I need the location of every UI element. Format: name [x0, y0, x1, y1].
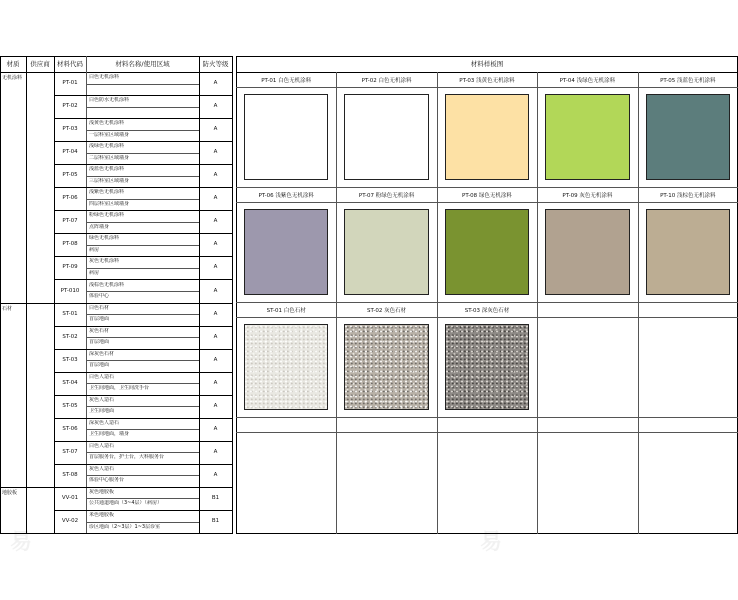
sample-label: ST-02 灰色石材 — [367, 308, 407, 314]
sample-label: PT-03 浅黄色无机涂料 — [459, 78, 515, 84]
sample-label: PT-04 浅绿色无机涂料 — [559, 78, 616, 84]
row-divider — [54, 141, 233, 142]
material-area: 卫生间地面 — [89, 408, 115, 415]
material-code: ST-05 — [62, 402, 78, 409]
material-name: 白色人造石 — [89, 442, 115, 449]
swatch-pt-08 — [445, 209, 529, 295]
row-subdivider — [86, 314, 199, 315]
header-name: 材料名称/使用区域 — [115, 60, 170, 68]
swatch-st-02 — [344, 324, 428, 410]
fire-rating: A — [213, 425, 218, 432]
sample-label: PT-10 浅棕色无机涂料 — [660, 193, 716, 199]
material-area: 首层地面 — [89, 316, 110, 322]
fire-rating: A — [213, 149, 218, 156]
fire-rating: A — [213, 126, 218, 133]
material-code: PT-08 — [62, 241, 78, 248]
row-divider — [54, 487, 233, 488]
swatch-pt-07 — [344, 209, 428, 295]
row-divider — [54, 303, 233, 304]
row-subdivider — [86, 452, 199, 453]
material-name: 白色无机涂料 — [89, 74, 120, 80]
row-subdivider — [86, 199, 199, 200]
swatch-pt-04 — [545, 94, 629, 180]
row-divider — [54, 118, 233, 119]
row-divider — [54, 256, 233, 257]
material-code: ST-06 — [62, 425, 78, 432]
sample-label: PT-09 灰色无机涂料 — [562, 193, 613, 199]
material-name: 灰色人造石 — [89, 465, 115, 472]
fire-rating: A — [213, 333, 218, 340]
swatch-pt-09 — [545, 209, 629, 295]
grid-row-line — [236, 202, 738, 203]
fire-rating: A — [213, 402, 218, 409]
fire-rating: B1 — [211, 494, 220, 501]
row-subdivider — [86, 291, 199, 292]
material-code: ST-08 — [62, 471, 78, 478]
material-code: PT-07 — [62, 218, 78, 225]
row-divider — [54, 464, 233, 465]
row-subdivider — [86, 107, 199, 108]
material-code: PT-010 — [60, 287, 80, 294]
material-area: 公共通道地面（3~4层）（病房） — [89, 500, 163, 507]
material-area: 二层科室区域墙身 — [89, 154, 130, 161]
row-subdivider — [86, 406, 199, 407]
fire-rating: A — [213, 172, 218, 179]
fire-rating: A — [213, 471, 218, 478]
header-supplier: 供应商 — [30, 60, 50, 68]
row-divider — [54, 187, 233, 188]
material-name: 浅棕色无机涂料 — [89, 281, 125, 288]
material-name: 浅绿色无机涂料 — [89, 143, 125, 150]
material-code: ST-02 — [62, 333, 78, 340]
material-name: 白色人造石 — [89, 373, 115, 380]
row-divider — [54, 441, 233, 442]
row-subdivider — [86, 222, 199, 223]
grid-row-line — [236, 302, 738, 303]
category-inorganic-paint: 无机涂料 — [2, 75, 23, 81]
material-name: 白色石材 — [89, 304, 110, 311]
sample-label: PT-01 白色无机涂料 — [261, 78, 312, 84]
sample-label: PT-07 粉绿色无机涂料 — [358, 193, 415, 199]
sample-label: PT-05 浅蓝色无机涂料 — [660, 78, 716, 84]
material-area: 体验中心 — [89, 293, 110, 299]
material-code: PT-02 — [62, 103, 78, 109]
header-code: 材料代码 — [57, 60, 83, 68]
material-code: ST-04 — [62, 379, 78, 386]
material-area: 病房 — [89, 269, 100, 276]
swatch-pt-10 — [646, 209, 730, 295]
material-code: PT-05 — [62, 172, 78, 179]
fire-rating: A — [213, 264, 218, 271]
row-divider — [54, 349, 233, 350]
row-subdivider — [86, 522, 199, 523]
material-code: VV-02 — [61, 518, 79, 524]
fire-rating: A — [213, 310, 218, 317]
grid-row-line — [236, 87, 738, 88]
row-divider — [54, 372, 233, 373]
row-subdivider — [86, 153, 199, 154]
row-divider — [54, 533, 233, 534]
material-name: 白色防水无机涂料 — [89, 97, 130, 103]
row-subdivider — [86, 268, 199, 269]
row-divider — [54, 233, 233, 234]
grid-column-line — [537, 72, 538, 534]
fire-rating: A — [213, 241, 218, 248]
material-code: ST-07 — [62, 448, 78, 455]
material-name: 绿色无机涂料 — [89, 235, 120, 242]
row-divider — [54, 510, 233, 511]
material-area: 首层地面 — [89, 339, 110, 346]
material-area: 一层科室区域墙身 — [89, 131, 130, 138]
sample-label: ST-03 深灰色石材 — [464, 308, 510, 314]
row-subdivider — [86, 130, 199, 131]
material-area: 卫生间地面，墙身 — [89, 431, 130, 438]
swatch-pt-03 — [445, 94, 529, 180]
material-name: 深灰色石材 — [89, 350, 115, 357]
material-name: 浅紫色无机涂料 — [89, 189, 125, 196]
material-code: ST-01 — [62, 310, 78, 317]
sample-label: PT-06 浅紫色无机涂料 — [258, 193, 314, 199]
category-stone: 石材 — [2, 306, 13, 312]
fire-rating: A — [213, 287, 218, 294]
row-subdivider — [86, 429, 199, 430]
material-name: 灰色无机涂料 — [89, 258, 120, 265]
fire-rating: A — [213, 195, 218, 202]
material-name: 灰色石材 — [89, 327, 110, 334]
material-code: PT-03 — [62, 126, 78, 133]
row-subdivider — [86, 475, 199, 476]
sample-label: PT-08 绿色无机涂料 — [462, 193, 512, 199]
material-code: PT-04 — [62, 149, 78, 156]
material-area: 病房 — [89, 246, 100, 253]
row-subdivider — [86, 360, 199, 361]
sample-label: ST-01 白色石材 — [266, 308, 306, 314]
row-subdivider — [86, 498, 199, 499]
fire-rating: A — [213, 103, 218, 109]
header-material: 材质 — [6, 60, 20, 68]
material-name: 浅黄色无机涂料 — [89, 120, 125, 127]
grid-column-line — [437, 72, 438, 534]
fire-rating: B1 — [211, 518, 220, 524]
row-subdivider — [86, 383, 199, 384]
row-subdivider — [86, 176, 199, 177]
material-area: 首层服务台，护士台，大科服务台 — [89, 454, 165, 461]
fire-rating: A — [213, 448, 218, 455]
material-name: 深灰色人造石 — [89, 419, 120, 426]
row-divider — [54, 95, 233, 96]
row-subdivider — [86, 337, 199, 338]
sample-label: PT-02 白色无机涂料 — [361, 78, 412, 84]
grid-row-line — [236, 417, 738, 418]
material-area: 四层科室区域墙身 — [89, 200, 130, 207]
material-name: 浅蓝色无机涂料 — [89, 166, 125, 173]
row-divider — [54, 395, 233, 396]
swatch-pt-01 — [244, 94, 328, 180]
sample-board-title: 材料样板图 — [470, 60, 504, 68]
material-area: 点阵墙身 — [89, 223, 110, 230]
swatch-pt-05 — [646, 94, 730, 180]
row-divider — [54, 279, 233, 280]
material-area: 诊区地面（2~3层）1~3层诊室 — [89, 523, 161, 530]
fire-rating: A — [213, 356, 218, 363]
grid-row-line — [236, 317, 738, 318]
row-divider — [54, 164, 233, 165]
material-name: 灰色地胶板 — [89, 488, 115, 495]
material-code: PT-01 — [62, 80, 78, 86]
swatch-st-03 — [445, 324, 529, 410]
grid-column-line — [638, 72, 639, 534]
swatch-pt-02 — [344, 94, 428, 180]
fire-rating: A — [213, 80, 218, 86]
row-subdivider — [86, 245, 199, 246]
material-area: 体验中心服务台 — [89, 477, 125, 484]
material-area: 卫生间地面，卫生间洗手台 — [89, 385, 150, 392]
material-name: 米色地胶板 — [89, 511, 115, 518]
header-fire: 防火等级 — [202, 60, 229, 68]
watermark: 易 — [480, 530, 503, 555]
material-name: 灰色人造石 — [89, 396, 115, 403]
row-divider — [54, 326, 233, 327]
row-divider — [54, 210, 233, 211]
material-code: PT-09 — [62, 264, 78, 271]
swatch-pt-06 — [244, 209, 328, 295]
material-area: 首层地面 — [89, 362, 110, 369]
grid-column-line — [336, 72, 337, 534]
material-area: 三层科室区域墙身 — [89, 177, 130, 184]
material-code: VV-01 — [61, 494, 79, 501]
category-vinyl-floor: 地胶板 — [2, 490, 18, 496]
watermark: 易 — [10, 530, 33, 555]
fire-rating: A — [213, 218, 218, 225]
material-name: 粉绿色无机涂料 — [89, 212, 125, 219]
fire-rating: A — [213, 379, 218, 386]
swatch-st-01 — [244, 324, 328, 410]
row-divider — [54, 418, 233, 419]
row-subdivider — [86, 84, 199, 85]
material-code: PT-06 — [62, 195, 78, 202]
grid-row-line — [236, 187, 738, 188]
grid-row-line — [236, 432, 738, 433]
material-code: ST-03 — [62, 356, 78, 363]
